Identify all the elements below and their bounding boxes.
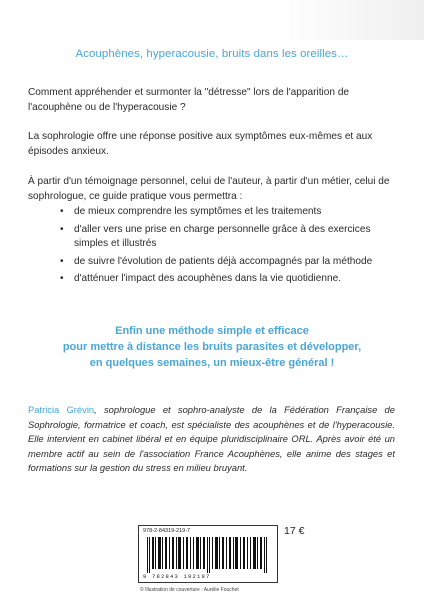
list-item [60, 255, 405, 270]
list-item-text: d'aller vers une prise en charge personnelle grâce à des exercices simples et illustrés [74, 223, 371, 250]
list-item [60, 205, 405, 220]
bullet-icon: • [60, 223, 64, 235]
list-item [60, 223, 405, 252]
list-item [60, 272, 405, 287]
bullet-icon: • [60, 273, 64, 285]
list-item-text: de suivre l'évolution de patients déjà accompagnés par la méthode [74, 255, 373, 267]
cover-heading: Acouphènes, hyperacousie, bruits dans les oreilles… [75, 48, 349, 60]
tagline-line-3: en quelques semaines, un mieux-être général ! [89, 357, 335, 369]
author-bio [28, 403, 395, 476]
price-label: 17 € [284, 525, 305, 537]
author-bio-text: , sophrologue et sophro-analyste de la Fédération Française de Sophrologie, formatrice et coach, est spécialiste des acouphènes et de l'hyperacousie. Elle intervient en cabinet libéral et en équipe pluridisciplinaire ORL. Après avoir été un membre actif au sein de l'association France Acouphènes, elle anime des stages et formations sur la gestion du stress en milieu bruyant. [28, 404, 395, 474]
intro-paragraph-3: À partir d'un témoignage personnel, celui de l'auteur, à partir d'un métier, celui de sophrologue, ce guide pratique vous permettra : [28, 176, 390, 202]
bullet-icon: • [60, 255, 64, 267]
tagline-line-2: pour mettre à distance les bruits parasites et développer, [62, 341, 362, 353]
isbn: 978-2-84319-219-7 [143, 528, 191, 534]
barcode-bars-icon [145, 537, 273, 573]
list-item-text: de mieux comprendre les symptômes et les traitements [74, 206, 322, 217]
author-name: Patricia Grévin [28, 404, 95, 415]
intro-paragraph-1: Comment appréhender et surmonter la "détresse" lors de l'apparition de l'acouphène ou de l'hyperacousie ? [28, 87, 350, 113]
barcode [138, 525, 278, 583]
bullet-icon: • [60, 206, 64, 217]
intro-paragraph-2: La sophrologie offre une réponse positive aux symptômes eux-mêmes et aux épisodes anxieux. [28, 131, 373, 157]
illustration-credit: © Illustration de couverture : Aurélie Fouchet [140, 587, 239, 593]
tagline-line-1: Enfin une méthode simple et efficace [115, 325, 309, 337]
benefits-list [60, 205, 405, 290]
tagline [0, 323, 424, 371]
barcode-number: 9 782843 192197 [143, 573, 211, 580]
list-item-text: d'atténuer l'impact des acouphènes dans la vie quotidienne. [74, 273, 342, 285]
scan-shadow [284, 0, 424, 40]
